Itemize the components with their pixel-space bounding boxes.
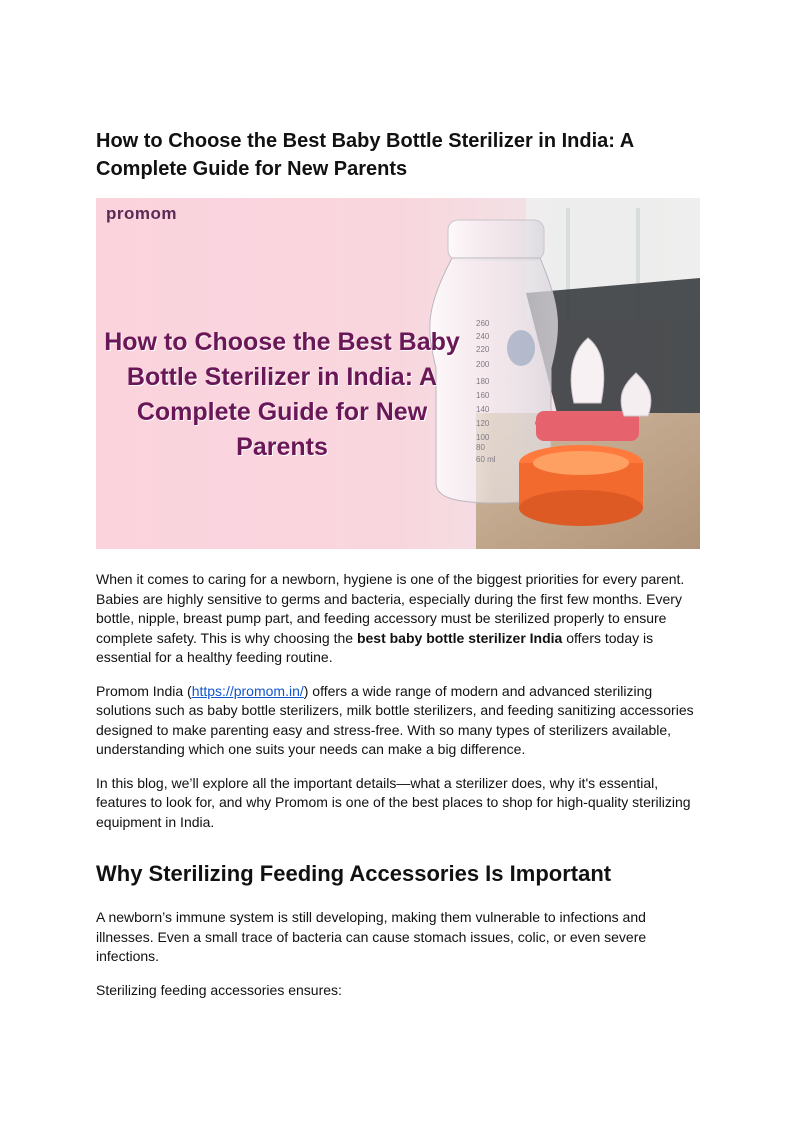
ensures-paragraph: Sterilizing feeding accessories ensures: <box>96 981 342 998</box>
bottle-mark: 260 <box>476 319 490 328</box>
section-heading: Why Sterilizing Feeding Accessories Is Important <box>96 861 612 886</box>
bottle-mark: 100 <box>476 433 490 442</box>
hero-title: How to Choose the Best Baby Bottle Sterilizer in India: A Complete Guide for New Parents <box>104 328 460 461</box>
bottle-mark: 240 <box>476 332 490 341</box>
promom-paragraph <box>96 682 702 760</box>
bottle-mark: 140 <box>476 405 490 414</box>
paragraph-text: When it comes to caring for a newborn, hygiene is one of the biggest priorities for every parent. Babies are highly sensitive to germs and bacteria, especially during the first few months. Every bottle, nipple, breast pump part, and feeding accessory must be sterilized properly to ensure complete safety. This is why choosing the <box>96 571 685 646</box>
blog-overview-paragraph: In this blog, we’ll explore all the important details—what a sterilizer does, why it's essential, features to look for, and why Promom is one of the best places to shop for high-quality sterilizing equipment in India. <box>96 774 691 830</box>
bottle-mark: 200 <box>476 360 490 369</box>
bottle-mark: 160 <box>476 391 490 400</box>
bottle-mark: 60 ml <box>476 455 496 464</box>
bold-keyword: best baby bottle sterilizer India <box>356 629 563 646</box>
bottle-mark: 120 <box>476 419 490 428</box>
brand-logo: promom <box>106 204 177 223</box>
paragraph-text: offers today is essential for a healthy feeding routine. <box>96 629 654 665</box>
hero-image <box>96 198 700 549</box>
immune-paragraph: A newborn’s immune system is still developing, making them vulnerable to infections and illnesses. Even a small trace of bacteria can cause stomach issues, colic, or even severe infections. <box>96 909 647 964</box>
bottle-mark: 180 <box>476 377 490 386</box>
document-title: How to Choose the Best Baby Bottle Sterilizer in India: A Complete Guide for New Parents <box>96 130 634 180</box>
paragraph-text: ) offers a wide range of modern and advanced sterilizing solutions such as baby bottle sterilizers, milk bottle sterilizers, and feeding sanitizing accessories designed to make parenting easy and stress-free. With so many types of sterilizers available, understanding which one suits your needs can make a big difference. <box>96 682 694 757</box>
bottle-mark: 220 <box>476 345 490 354</box>
paragraph-text: Promom India ( <box>96 682 192 699</box>
promom-link[interactable]: https://promom.in/ <box>191 682 304 699</box>
intro-paragraph <box>96 570 702 668</box>
document-content <box>96 127 702 1000</box>
bottle-mark: 80 <box>476 443 485 452</box>
